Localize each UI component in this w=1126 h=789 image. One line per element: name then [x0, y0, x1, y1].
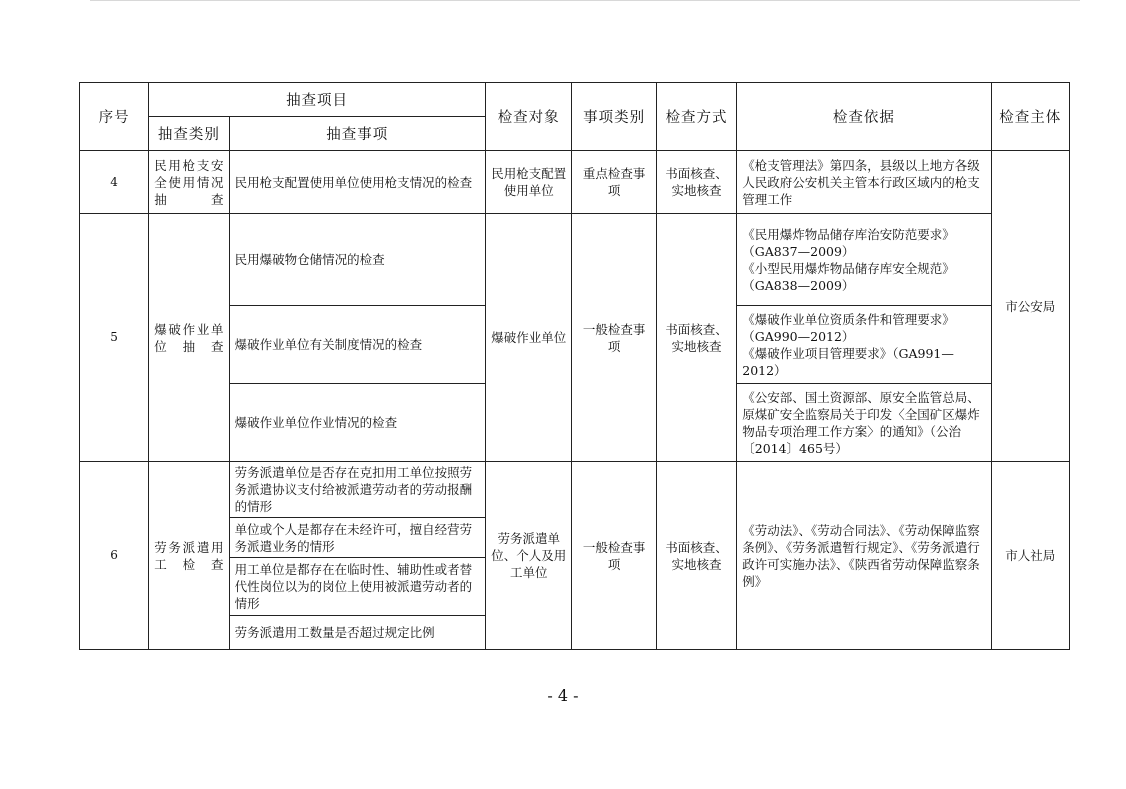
page-number: - 4 - — [547, 686, 579, 705]
header-matter: 抽查事项 — [229, 117, 485, 151]
row-method: 书面核查、实地核查 — [656, 214, 736, 462]
header-method: 检查方式 — [656, 83, 736, 151]
row-matter: 劳务派遣用工数量是否超过规定比例 — [229, 616, 485, 650]
row-target: 民用枪支配置使用单位 — [485, 151, 571, 214]
row-basis: 《枪支管理法》第四条，县级以上地方各级人民政府公安机关主管本行政区域内的枪支管理工作 — [737, 151, 991, 214]
row-subject: 市公安局 — [991, 151, 1069, 462]
row-seq: 5 — [80, 214, 149, 462]
row-basis: 《公安部、国土资源部、原安全监管总局、原煤矿安全监察局关于印发〈全国矿区爆炸物品专项治理工作方案〉的通知》（公治〔2014〕465号） — [737, 384, 991, 462]
header-seq: 序号 — [80, 83, 149, 151]
row-matter: 爆破作业单位作业情况的检查 — [229, 384, 485, 462]
header-basis: 检查依据 — [737, 83, 991, 151]
row-target: 劳务派遣单位、个人及用工单位 — [485, 462, 571, 650]
inspection-table — [79, 82, 1070, 650]
row-target: 爆破作业单位 — [485, 214, 571, 462]
row-category: 爆破作业单位抽查 — [149, 214, 229, 462]
row-method: 书面核查、实地核查 — [656, 462, 736, 650]
header-target: 检查对象 — [485, 83, 571, 151]
row-type: 一般检查事项 — [572, 462, 656, 650]
row-category: 民用枪支安全使用情况抽查 — [149, 151, 229, 214]
row-matter: 爆破作业单位有关制度情况的检查 — [229, 306, 485, 384]
row-category: 劳务派遣用工检查 — [149, 462, 229, 650]
row-matter: 民用爆破物仓储情况的检查 — [229, 214, 485, 306]
header-item-group: 抽查项目 — [149, 83, 486, 117]
row-basis: 《劳动法》、《劳动合同法》、《劳动保障监察条例》、《劳务派遣暂行规定》、《劳务派遣行政许可实施办法》、《陕西省劳动保障监察条例》 — [737, 462, 991, 650]
scan-edge-line — [90, 0, 1080, 1]
row-matter: 民用枪支配置使用单位使用枪支情况的检查 — [229, 151, 485, 214]
row-matter: 用工单位是都存在在临时性、辅助性或者替代性岗位以为的岗位上使用被派遣劳动者的情形 — [229, 558, 485, 616]
row-basis: 《爆破作业单位资质条件和管理要求》（GA990—2012） 《爆破作业项目管理要求》（GA991—2012） — [737, 306, 991, 384]
row-seq: 6 — [80, 462, 149, 650]
header-category: 抽查类别 — [149, 117, 229, 151]
row-matter: 劳务派遣单位是否存在克扣用工单位按照劳务派遣协议支付给被派遣劳动者的劳动报酬的情形 — [229, 462, 485, 518]
header-type: 事项类别 — [572, 83, 656, 151]
row-subject: 市人社局 — [991, 462, 1069, 650]
row-matter: 单位或个人是都存在未经许可，擅自经营劳务派遣业务的情形 — [229, 518, 485, 558]
row-seq: 4 — [80, 151, 149, 214]
row-type: 一般检查事项 — [572, 214, 656, 462]
row-type: 重点检查事项 — [572, 151, 656, 214]
row-basis: 《民用爆炸物品储存库治安防范要求》（GA837—2009） 《小型民用爆炸物品储存库安全规范》（GA838—2009） — [737, 214, 991, 306]
header-subject: 检查主体 — [991, 83, 1069, 151]
row-method: 书面核查、实地核查 — [656, 151, 736, 214]
